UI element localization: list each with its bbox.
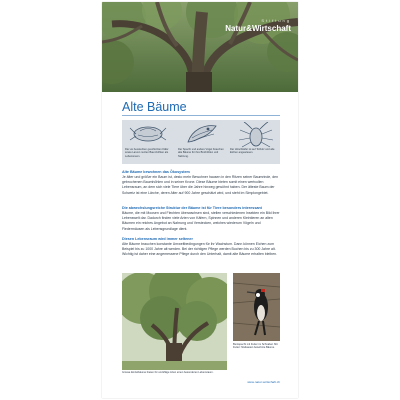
title-divider <box>122 115 280 116</box>
tree-photo-caption: Grosse Einzelbäume bieten für unzählige Arten einen besonderen Lebensraum. <box>122 371 214 374</box>
section-1-body: Je älter und größer ein Baum ist, desto mehr Bewohner hausen in den Ritzen seiner Baumrinde, den gebrochenen Baumhöhlen und in seiner Krone. Diese Bäume bieten somit einen wertvollen Lebensraum, an dem sich viele Tiere über die Jahre hinweg gewöhnt haben. Der älteste Baum der Schweiz ist eine Lärche, deren Alter auf 900 Jahre geschätzt wird, und steht im Simplongebiet. <box>122 175 279 195</box>
beetle-icon <box>128 122 168 151</box>
brand-small-text: Stiftung <box>261 18 291 23</box>
section-3-heading: Diesen Lebensraum wird immer seltener <box>122 237 193 241</box>
illustration-caption-1: Die vor Aussterben geschützten Käfer sowie Larven nutzen Baumhöhlen als Lebensraum. <box>125 148 169 158</box>
illustration-caption-2: Der Specht und andere Vögel brauchen alte Bäume für ihre Bruthöhlen und Nahrung. <box>178 148 224 158</box>
illustration-caption-3: Der Hirschkäfer ist auf Totholz und alte Eichen angewiesen. <box>230 148 275 155</box>
section-1 <box>122 170 280 196</box>
section-2-body: Bäume, die mit Moosen und Flechten überwachsen sind, stellen verschiedenen Insekten ein Bild ihrer Lebenswelt dar. Dadurch finden viele Arten von Käfern, Spinnen und anderen Kleintieren an alten Bäumen ein reiches Angebot an Nahrung und Verstecken, welches wiederum Vögeln und Fledermäusen als Lebensgrundlage dient. <box>122 211 280 231</box>
old-tree-photo <box>122 273 227 370</box>
brand-logo <box>225 18 291 33</box>
section-1-heading: Alte Bäume bewohnen das Ökosystem <box>122 170 190 174</box>
website-link[interactable]: www.natur-wirtschaft.ch <box>247 380 280 384</box>
woodpecker-photo-caption: Buntspecht mit Futter im Schnabel. Mit Futter: Nistkasten bewohnte Bäume. <box>233 343 278 350</box>
section-2 <box>122 206 280 232</box>
illustration-panel <box>122 120 280 164</box>
section-3-body: Alte Bäume brauchen konstante Umweltbedingungen für ihr Wachstum. Dann können Eichen zum Beispiel bis zu 1000 Jahre alt werden. Bei der richtigen Pflege werden Buchen bis zu 300 Jahre alt. Wichtig ist daher eine angemessene Pflege durch den Unterhalt, damit alte Bäume erhalten bleiben. <box>122 242 278 257</box>
hero-tree-photo <box>102 2 298 92</box>
page-title: Alte Bäume <box>122 100 187 114</box>
section-3 <box>122 237 280 258</box>
brand-name: Natur&Wirtschaft <box>225 24 291 33</box>
hero-tree-image <box>102 2 298 92</box>
woodpecker-photo <box>233 273 280 341</box>
section-2-heading: Die abwechslungsreiche Struktur der Bäume ist für Tiere besonders interessant <box>122 206 262 210</box>
poster-page <box>102 2 298 398</box>
